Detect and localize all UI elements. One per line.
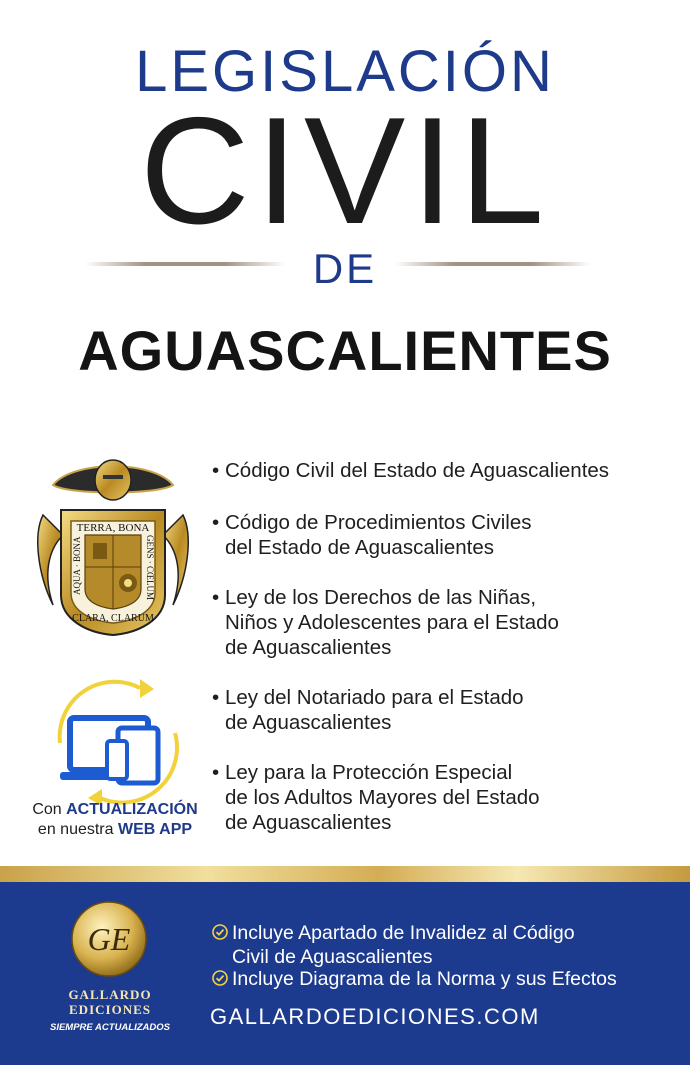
check-circle-icon: [212, 924, 228, 940]
publisher-name-line2: EDICIONES: [69, 1002, 151, 1017]
gold-stripe: [0, 866, 690, 882]
law-item-adultos-mayores: • Ley para la Protección Especial de los Adultos Mayores del Estado de Aguascalientes: [212, 761, 540, 834]
publisher-tagline: SIEMPRE ACTUALIZADOS: [50, 1022, 170, 1033]
devices-sync-icon: [40, 673, 190, 808]
svg-text:CLARA, CLARUM: CLARA, CLARUM: [72, 613, 154, 624]
svg-text:GENS · CŒLUM: GENS · CŒLUM: [145, 535, 155, 601]
website-link[interactable]: GALLARDOEDICIONES.COM: [210, 1004, 540, 1029]
publisher-name-line1: GALLARDO: [68, 987, 152, 1002]
title-civil: CIVIL: [139, 86, 551, 256]
app-badge-line1: Con ACTUALIZACIÓN: [32, 801, 198, 818]
title-de: DE: [312, 245, 378, 292]
title-legislacion: LEGISLACIÓN: [135, 39, 555, 104]
law-item-notariado: • Ley del Notariado para el Estado de Aguascalientes: [212, 686, 524, 734]
law-item-derechos-ninas: • Ley de los Derechos de las Niñas, Niños y Adolescentes para el Estado de Aguascalientes: [212, 586, 559, 659]
title-aguascalientes: AGUASCALIENTES: [78, 319, 612, 382]
gallardo-ediciones-logo: [70, 900, 148, 978]
law-item-procedimientos-civiles: • Código de Procedimientos Civiles del Estado de Aguascalientes: [212, 511, 532, 559]
law-item-codigo-civil: • Código Civil del Estado de Aguascalientes: [212, 459, 610, 482]
coat-of-arms-icon: [33, 455, 193, 645]
check-circle-icon: [212, 970, 228, 986]
feature-invalidez: Incluye Apartado de Invalidez al Código Civil de Aguascalientes: [212, 921, 682, 969]
svg-text:TERRA, BONA: TERRA, BONA: [76, 522, 150, 534]
app-badge-line2: en nuestra WEB APP: [37, 821, 193, 838]
svg-text:AQUA · BONA: AQUA · BONA: [72, 536, 82, 595]
feature-diagrama: Incluye Diagrama de la Norma y sus Efectos: [212, 967, 682, 991]
svg-text:GE: GE: [87, 921, 131, 957]
